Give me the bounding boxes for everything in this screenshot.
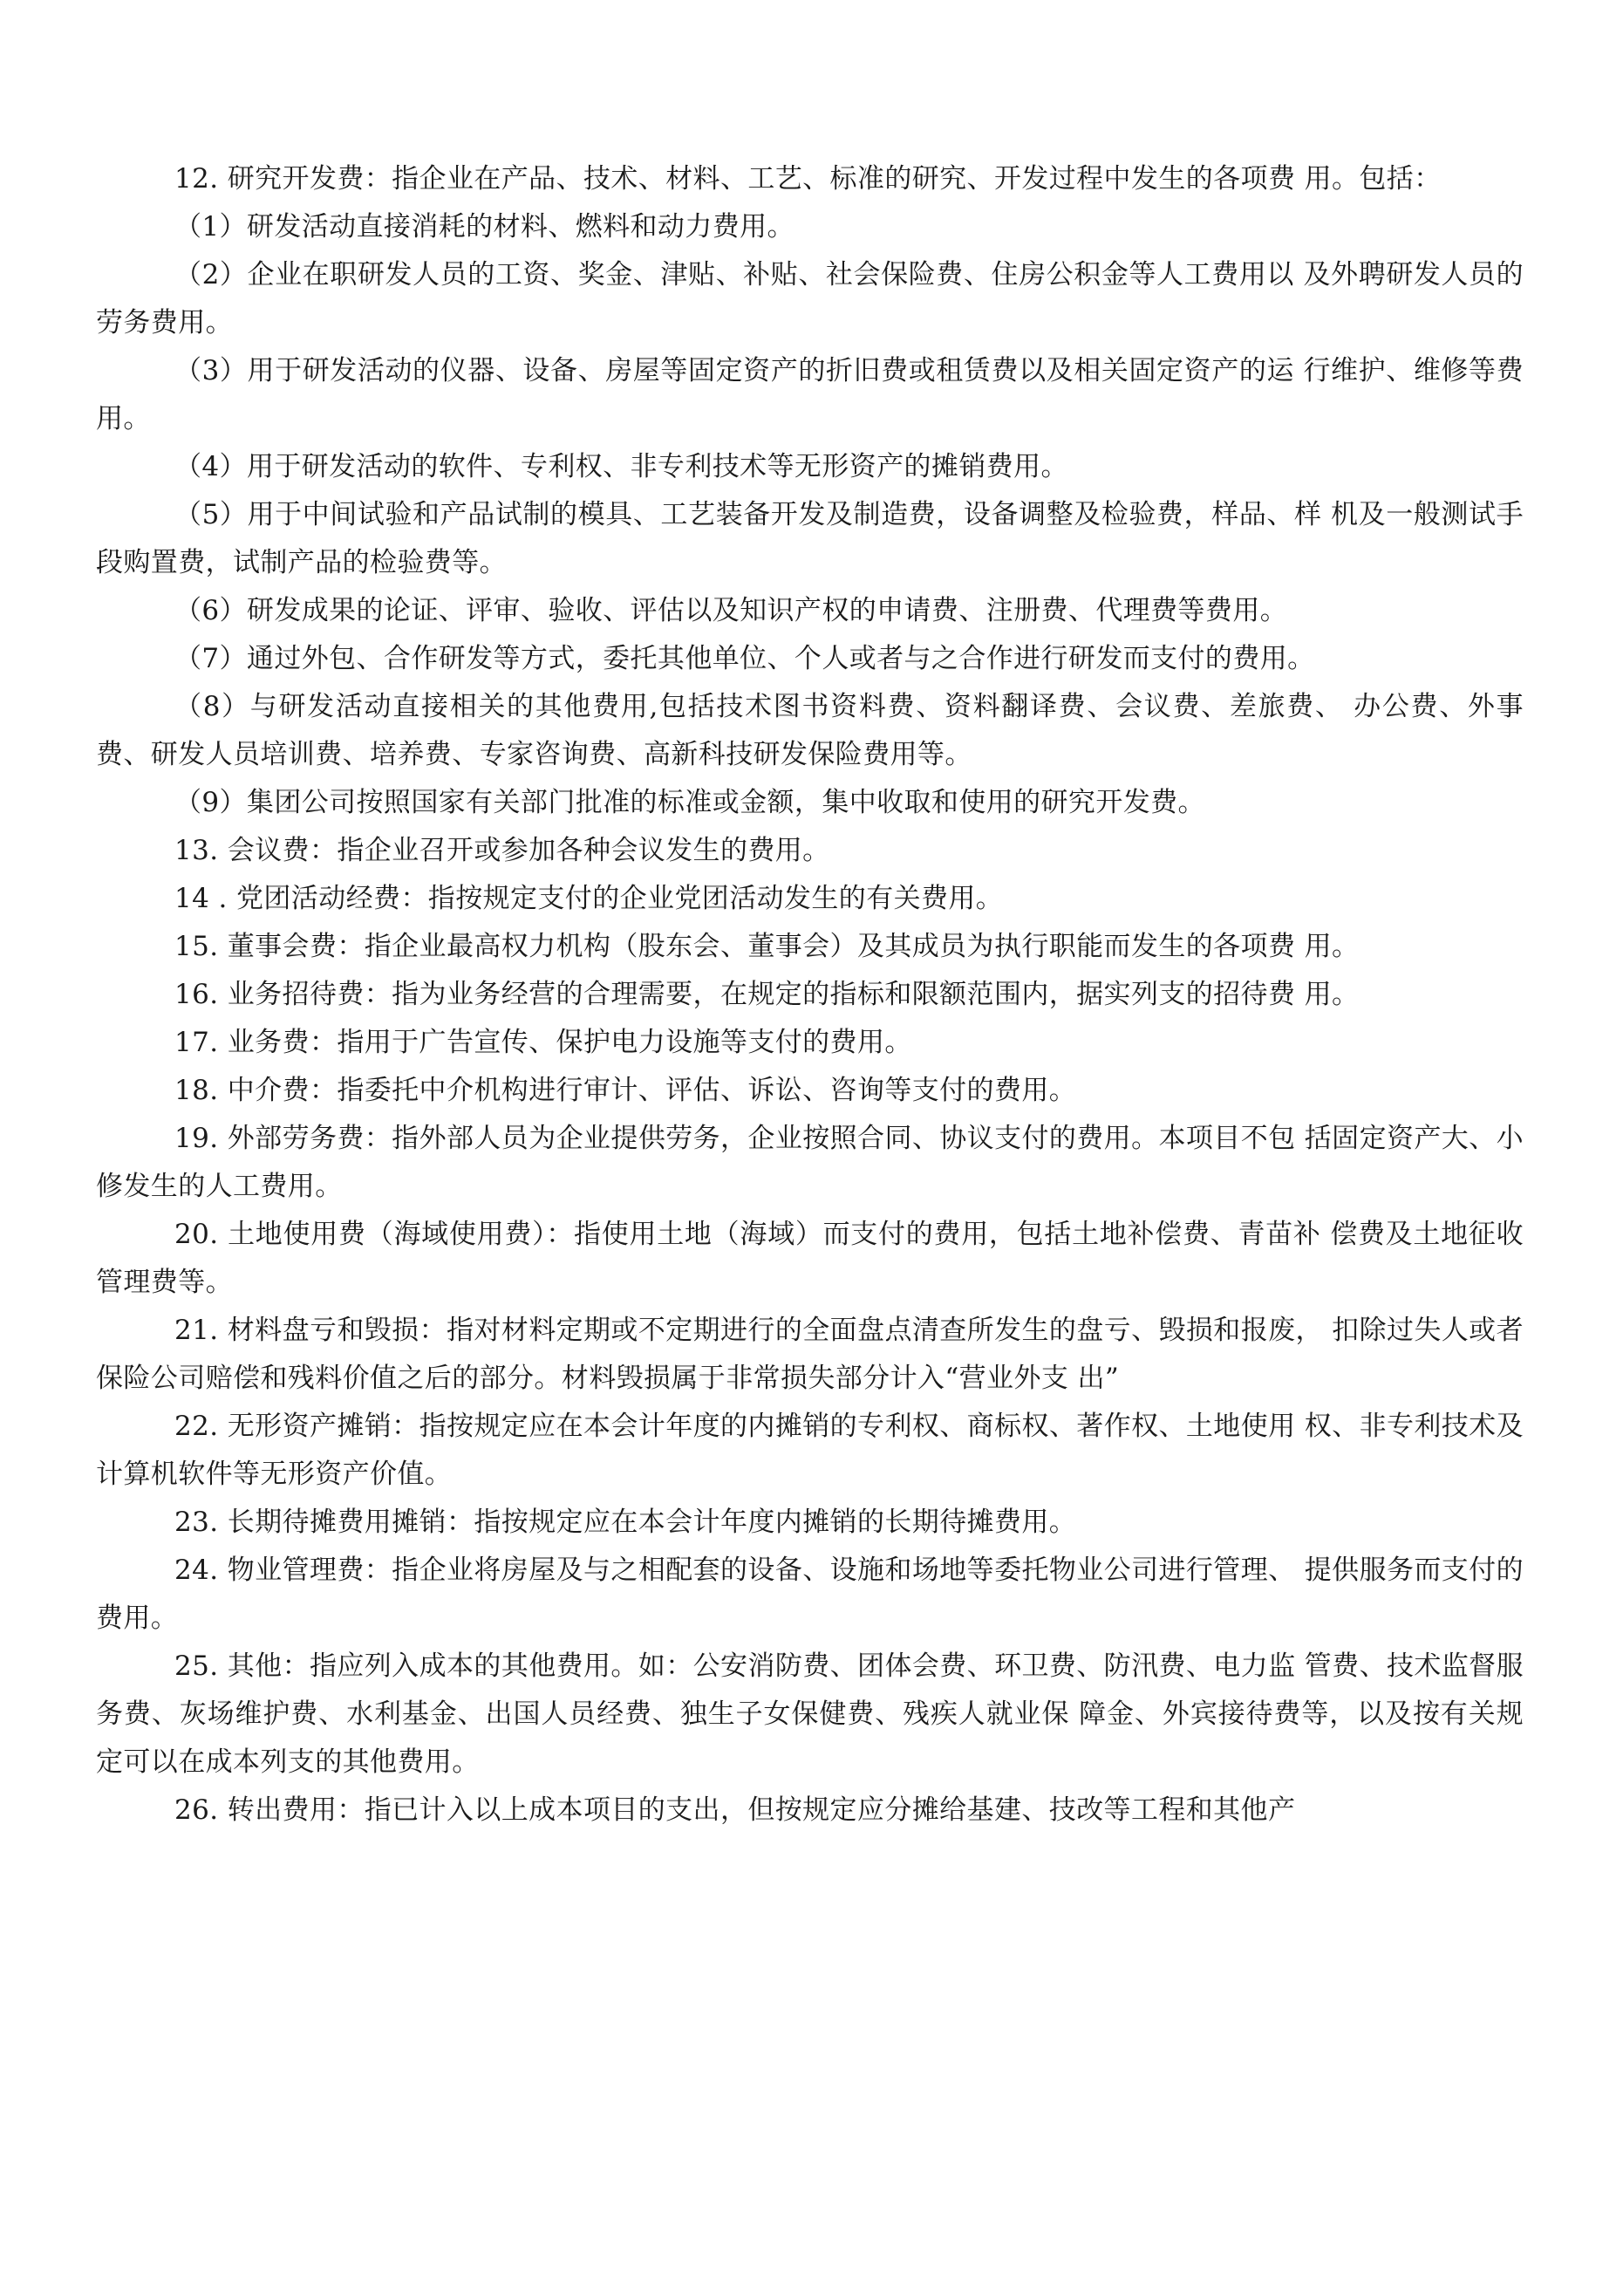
- paragraph-16-entertainment: 16. 业务招待费：指为业务经营的合理需要，在规定的指标和限额范围内，据实列支的招待费 用。: [174, 979, 1360, 1010]
- paragraph-12-1: （1）研发活动直接消耗的材料、燃料和动力费用。: [174, 211, 794, 243]
- paragraph-12-8: （8）与研发活动直接相关的其他费用,包括技术图书资料费、资料翻译费、会议费、差旅费、 办公费、外事费、研发人员培训费、培养费、专家咨询费、高新科技研发保险费用等。: [96, 691, 1524, 770]
- paragraph-12-2: （2）企业在职研发人员的工资、奖金、津贴、补贴、社会保险费、住房公积金等人工费用以 及外聘研发人员的劳务费用。: [96, 259, 1524, 338]
- paragraph-22-intangible-amortization: 22. 无形资产摊销：指按规定应在本会计年度的内摊销的专利权、商标权、著作权、土地使用 权、非专利技术及计算机软件等无形资产价值。: [96, 1411, 1524, 1490]
- paragraph-21-material-loss: 21. 材料盘亏和毁损：指对材料定期或不定期进行的全面盘点清查所发生的盘亏、毁损和报废， 扣除过失人或者保险公司赔偿和残料价值之后的部分。材料毁损属于非常损失部分计入“营业外支 出”: [96, 1315, 1524, 1394]
- paragraph-19-external-labor: 19. 外部劳务费：指外部人员为企业提供劳务，企业按照合同、协议支付的费用。本项目不包 括固定资产大、小修发生的人工费用。: [96, 1123, 1524, 1202]
- paragraph-12-4: （4）用于研发活动的软件、专利权、非专利技术等无形资产的摊销费用。: [174, 451, 1068, 482]
- paragraph-23-deferred-amortization: 23. 长期待摊费用摊销：指按规定应在本会计年度内摊销的长期待摊费用。: [174, 1507, 1077, 1538]
- paragraph-12-7: （7）通过外包、合作研发等方式，委托其他单位、个人或者与之合作进行研发而支付的费用。: [174, 643, 1315, 674]
- paragraph-13-meeting-fee: 13. 会议费：指企业召开或参加各种会议发生的费用。: [174, 835, 830, 866]
- paragraph-24-property-management: 24. 物业管理费：指企业将房屋及与之相配套的设备、设施和场地等委托物业公司进行管理、 提供服务而支付的费用。: [96, 1555, 1524, 1634]
- paragraph-15-board-fee: 15. 董事会费：指企业最高权力机构（股东会、董事会）及其成员为执行职能而发生的各项费 用。: [174, 931, 1360, 962]
- document-body: [96, 155, 1524, 1835]
- paragraph-12-5: （5）用于中间试验和产品试制的模具、工艺装备开发及制造费，设备调整及检验费，样品、样 机及一般测试手段购置费，试制产品的检验费等。: [96, 499, 1524, 578]
- paragraph-12-6: （6）研发成果的论证、评审、验收、评估以及知识产权的申请费、注册费、代理费等费用。: [174, 595, 1288, 626]
- paragraph-12-9: （9）集团公司按照国家有关部门批准的标准或金额，集中收取和使用的研究开发费。: [174, 787, 1205, 818]
- paragraph-12-rd-expense: 12. 研究开发费：指企业在产品、技术、材料、工艺、标准的研究、开发过程中发生的各项费 用。包括：: [174, 163, 1442, 195]
- paragraph-20-land-use: 20. 土地使用费（海域使用费）：指使用土地（海域）而支付的费用，包括土地补偿费、青苗补 偿费及土地征收管理费等。: [96, 1219, 1524, 1298]
- paragraph-17-business-fee: 17. 业务费：指用于广告宣传、保护电力设施等支付的费用。: [174, 1027, 912, 1058]
- paragraph-26-transfer-out: 26. 转出费用：指已计入以上成本项目的支出，但按规定应分摊给基建、技改等工程和其他产: [174, 1794, 1296, 1826]
- paragraph-14-party-activity: 14 . 党团活动经费：指按规定支付的企业党团活动发生的有关费用。: [174, 883, 1004, 914]
- paragraph-25-other: 25. 其他：指应列入成本的其他费用。如：公安消防费、团体会费、环卫费、防汛费、电力监 管费、技术监督服务费、灰场维护费、水利基金、出国人员经费、独生子女保健费、残疾人就业保 障金、外宾接待费等，以及按有关规定可以在成本列支的其他费用。: [96, 1650, 1524, 1778]
- paragraph-18-agency-fee: 18. 中介费：指委托中介机构进行审计、评估、诉讼、咨询等支付的费用。: [174, 1075, 1077, 1106]
- paragraph-12-3: （3）用于研发活动的仪器、设备、房屋等固定资产的折旧费或租赁费以及相关固定资产的运 行维护、维修等费用。: [96, 355, 1524, 434]
